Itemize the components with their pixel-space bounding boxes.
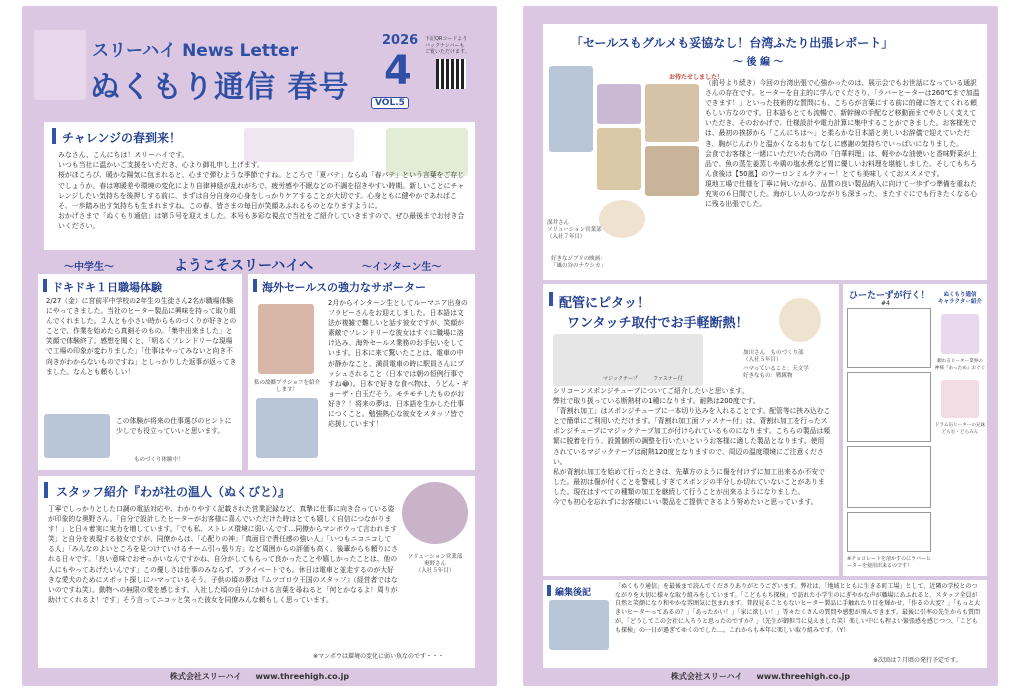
- taiwan-photo-food: [645, 84, 699, 142]
- intern-work-photo: [256, 398, 318, 458]
- challenge-section: [44, 122, 475, 250]
- henshu-note: ※次回は７月頃の発行予定です。: [873, 657, 962, 664]
- kaigai-section: [248, 274, 475, 470]
- fukai-profile: 深井さん ソリューション営業部 （入社７年目）: [547, 220, 602, 240]
- welcome-banner: [44, 256, 475, 272]
- challenge-heading: チャレンジの春到来！: [62, 131, 182, 145]
- haikan-heading-1: 配管にピタッ！: [559, 296, 651, 311]
- staff-photo-caption: ソリューション営業部 奥野さん （入社５年目）: [407, 554, 463, 574]
- taiwan-section: [543, 24, 987, 280]
- newsletter-page-2: [523, 6, 998, 686]
- newsletter-title: ぬくもり通信 春号: [90, 70, 350, 105]
- taiwan-heading: 「セールスもグルメも妥協なし！台湾ふたり出張レポート」: [571, 36, 894, 50]
- kagawa-portrait: [779, 298, 821, 342]
- school-visit-photo: [549, 600, 609, 650]
- qr-note: 下記QRコードより バックナンバーも ご覧いただけます。: [425, 36, 470, 55]
- taiwan-photo-drink: [597, 128, 641, 190]
- challenge-body: みなさん、こんにちは！スリーハイです。 いつも当社に温かいご支援をいただき、心より御礼申し上げます。 桜がほころび、暖かな陽気に包まれると、心まで弾むような季節ですね。ところで「夏バテ」ならぬ「春バテ」という言葉をご存じでしょうか。春は寒暖差や環境の変化により自律神経が乱れがちで、疲労感や不眠などの不調を招きやすい時期。新しいことにチャレンジしたい気持ちを後押しする前に、まずは自分自身の心身をしっかりケアすることが大切です。心身ともに健やかであればこそ、一歩踏み出す気持ちも生まれますね。この春、皆さまの毎日が笑顔あふれるものとなりますように。 おかげさまで「ぬくもり通信」は第５号を迎えました。本号も多彩な視点で当社をご紹介していきますので、ぜひ最後までお付き合いください。: [58, 151, 465, 231]
- vol-badge: VOL.5: [371, 97, 409, 109]
- heading-bar: [43, 279, 47, 292]
- kaigai-heading: 海外セールスの強力なサポーター: [262, 281, 427, 294]
- comic-panel-2: [847, 372, 931, 442]
- welcome-right: 〜インターン生〜: [362, 262, 442, 273]
- welcome-center: ようこそスリーハイへ: [174, 258, 314, 274]
- company-name: 株式会社スリーハイ: [670, 672, 743, 681]
- dokidoki-photo-caption: ものづくり体験中！: [134, 457, 184, 463]
- company-name: 株式会社スリーハイ: [169, 672, 242, 681]
- masthead: [22, 6, 497, 118]
- tube-label-b: ファスナー付: [653, 376, 683, 382]
- haikan-section: [543, 284, 839, 576]
- kagawa-profile: 加川さん ものづくり部 （入社５年目）: [743, 350, 804, 363]
- dokidoki-heading: ドキドキ１日職場体験: [52, 281, 162, 294]
- character-doramu-illustration: [941, 380, 979, 418]
- heading-bar: [547, 585, 551, 596]
- dokidoki-section: [38, 274, 242, 470]
- tube-label-a: マジックテープ: [603, 376, 638, 382]
- comic-panel-1: [847, 308, 931, 368]
- staff-body: 丁寧でしっかりとした口調の電話対応や、わかりやすく記載された営業記録など、真摯に仕事に向き合っている姿が印象的な奥野さん。「自分で設計したヒーターがお客様に喜んでいただけた時はとても嬉しく自信につながります！」と日々着実に実力を増しています。「でも私、ストレス環境に弱いんです…同僚からマンボウって言われます笑」と自分を表現する彼女ですが、同僚からは、「心配りの神」「真面目で責任感の強い人」「いつもニコニコしてる人」「みんなのよいところを見つけていけるチーム引っ張り方」など周囲からの評価も高く、後輩からも頼りにされる日々です。「良い意味でおせっかいなんですかね、自分がしてもらって良かったことや嬉しかったことは、他の人にもやってあげたいんです」この優しさは仕事のみならず、プライベートでも。休日は電車と並走するのが大好きな愛犬のためにスポット探しにハマっているそう。子供の頃の夢は『ムツゴロウ王国のスタッフ』（経営者ではないのですね笑）。動物への無限の愛を感じます。入社した頃の自分にかける言葉を尋ねると「何とかなるよ！周りが助けてくれるよ！です」そう言ってニコッと笑った彼女を同僚みんな頼もしく思っています。: [48, 505, 398, 604]
- heading-bar: [52, 128, 56, 144]
- year: 2026: [382, 33, 419, 48]
- taiwan-body: （前号より続き）今回の台湾出張で心強かったのは、展示会でもお世話になっている通訳さんの存在です。ヒーターを自主的に学んでくださり、「ラバーヒーターは260℃まで加温できます！」といった技術的な質問にも、こちらが言葉にする前に的確に答えてくれる頼もしい方なのです。日本語もとても流暢で、新幹線の手配など移動面までやさしく支えていただき、そのおかげで、仕様設計や電力計算に集中することができました。お客様先では、最初の挨拶から「こんにちは〜」と柔らかな日本語と美しいお辞儀で迎えていただき、胸がじんわりと温かくなるおもてなしに感謝の気持ちでいっぱいになりました。 会食でお客様と一緒にいただいた台湾の「白華料理」は、軽やかな油使いと香味野菜が上品で、魚の蒸生姜蒸しや鶏の塩水煮など胃に優しいお料理を堪能しました。そしてもちろん食後は【50嵐】のウーロンミルクティー！とても美味しくておススメです。 現地工場で仕様を丁寧に伺いながら、品質の良い製品納入に向けて一歩ずつ準備を重ねた充実の６日間でした。海がしい人のつながりも深まった、またすぐにでも行きたくなる心に残る出張でした。: [705, 79, 980, 209]
- intern-photo: [258, 304, 314, 374]
- taiwan-tag: お待たせしました！: [669, 74, 724, 81]
- newsletter-page-1: [22, 6, 497, 686]
- footer-p2: [523, 671, 998, 682]
- comic-panel-4: [847, 512, 931, 552]
- kagawa-hobby: ハマっていること：天文学 好きなもの：戦隊物: [743, 366, 809, 379]
- comic-heading: ひーたーずが行く！: [849, 291, 930, 301]
- character-ogugu-illustration: [941, 314, 979, 354]
- henshu-body: 「ぬくもり通信」を最後まで読んでくださりありがとうございます。弊社は、「地域とともに生きる町工場」として、近隣の学校とのつながりを大切に様々な取り組みをしています。「こどももち探検」で訪れた小学生のにぎやかな声が職場にあふれると、スタッフ全員が自然と笑顔になり和やかな雰囲気に包まれます。普段見ることもないヒーター製品に手触れたり目を輝かせ、「作るの大変？」「もっと大きいヒーターってあるの？」「あったかい！」「家に欲しい！」等々たくさんの質問や感想が飛んできます。最後に引率の先生からも質問が。「どうしてこの会社に入ろうと思ったのですか？」（先生が御担当に見えました笑）楽しい中にも程よい緊張感を感じつつ、「こどもも探検」の一日が過ぎてゆくのでした…。これからも本年に楽しい取り組みです。（Y）: [615, 583, 981, 634]
- footer-p1: [22, 671, 497, 682]
- heading-bar: [253, 279, 257, 292]
- character-ogugu-caption: 頼れるヒーター業界の 神様『あっため』おぐぐ: [934, 359, 986, 371]
- comic-section: [843, 284, 987, 576]
- henshu-section: [543, 580, 987, 668]
- heading-bar: [44, 482, 48, 498]
- staff-heading: スタッフ紹介『わが社の温人（ぬくびと）』: [56, 485, 291, 499]
- henshu-heading: 編集後記: [555, 588, 592, 598]
- kaigai-body: 2月からインターン生としてルーマニア出身のフラビーさんをお迎えしました。日本語は文法が複雑で難しいと話す彼女ですが、笑顔が素敵でフレンドリーな彼女はすぐに職場に溶け込み、海外セールス業務のお手伝いをしています。日本に来て驚いたことは、電車の中が静かなこと、満員電車の時に駅員さんにプッシュされること（日本では朝の恒例行事ですね😂）。日本で好きな食べ物は、うどん・ギョーザ・白玉だそう。モチモチしたものがお好き？！将来の夢は、日本語を生かした仕事につくこと。勉強熱心な彼女をスタッフ皆で応援しています！: [328, 299, 469, 429]
- issue-number: 4: [384, 48, 412, 94]
- mascot-left-illustration: [34, 30, 86, 100]
- character-intro-title: ぬくもり通信 キャラクター紹介: [938, 292, 982, 305]
- taiwan-photo-dinner: [645, 146, 699, 196]
- haikan-heading-2: ワンタッチ取付でお手軽断熱！: [567, 316, 749, 331]
- comic-panel-3: [847, 446, 931, 508]
- staff-note: ※マンボウは環境の変化に弱い魚なのです・・・: [313, 653, 445, 660]
- kaigai-photo-caption: 私の故郷ブラショフを紹介します！: [254, 380, 320, 393]
- taiwan-subheading: 〜 後 編 〜: [733, 57, 784, 68]
- series-title: スリーハイ News Letter: [92, 41, 299, 61]
- welcome-left: 〜中学生〜: [64, 262, 114, 273]
- character-doramu-caption: ドラム缶ヒーターの兄妹 どらむ・どらみん: [934, 423, 986, 435]
- comic-caption: ※チョコレートを溶かすのにラバーヒーターを使用出来るのです！: [847, 556, 932, 569]
- qr-code[interactable]: [436, 59, 466, 89]
- comic-number: #4: [881, 300, 890, 307]
- fukai-favorite: 好きなジブリの映画： 「風の谷のナウシカ」: [551, 256, 607, 269]
- website-link[interactable]: www.threehigh.co.jp: [756, 672, 851, 681]
- website-link[interactable]: www.threehigh.co.jp: [255, 672, 350, 681]
- dokidoki-note: この体験が将来の仕事選びのヒントに少しでも役立っていいと思います。: [116, 417, 232, 435]
- taiwan-photo-tower: [549, 66, 593, 152]
- dokidoki-body: 2/27（金）に宮前平中学校の2年生の生徒さん2名が職場体験にやってきました。当社のヒーター製品に興味を持って取り組んでくれました。２人とも小さい時からものづくりが好きとのことで、作業を始めたら真剣そのもの。「集中出来ました」と笑顔で体験終了。感想を聞くと、「明るくフレンドリーな現場で工場の印象が変わりました」「仕事はやってみないと向き不向きがわからないものですね」としっかりした返事が返ってきました。なんとも頼もしい！: [46, 297, 237, 376]
- staff-photo: [402, 482, 468, 544]
- workshop-photo: [44, 414, 110, 458]
- staff-section: [38, 476, 475, 668]
- haikan-body: シリコーンスポンジチューブについてご紹介したいと思います。 弊社で取り扱っている断熱材の1種になります。耐熱は200度です。 「背割れ加工」はスポンジチューブに一本切り込みを入れることです。配管等に挟み込むことで簡単にご利用いただけます。「背割れ加工面ファスナー付」は、背割れ加工を行ったスポンジチューブにマジックテープ加工が付けられているものになります。こちらの製品は頻繁に脱着を行う、設置個所の調整を行いたいというお客様に適した製品となります。使用されているマジックテープは耐熱120度となりますので、周辺の温度環境にご注意ください。 私が背割れ加工を始めて行ったときは、先輩方のように傷を付けずに加工出来るか不安でした。最初は傷が付くことを警戒しすぎてスポンジの半分しか切れていないことがありました。現在はすべての種類の加工を継続して行うことが出来るようになりました。 今でも初心を忘れずにお客様にいい製品をご提供できるよう努めたいと思っています。: [553, 387, 831, 507]
- heading-bar: [549, 292, 553, 306]
- taiwan-photo-team: [597, 84, 641, 124]
